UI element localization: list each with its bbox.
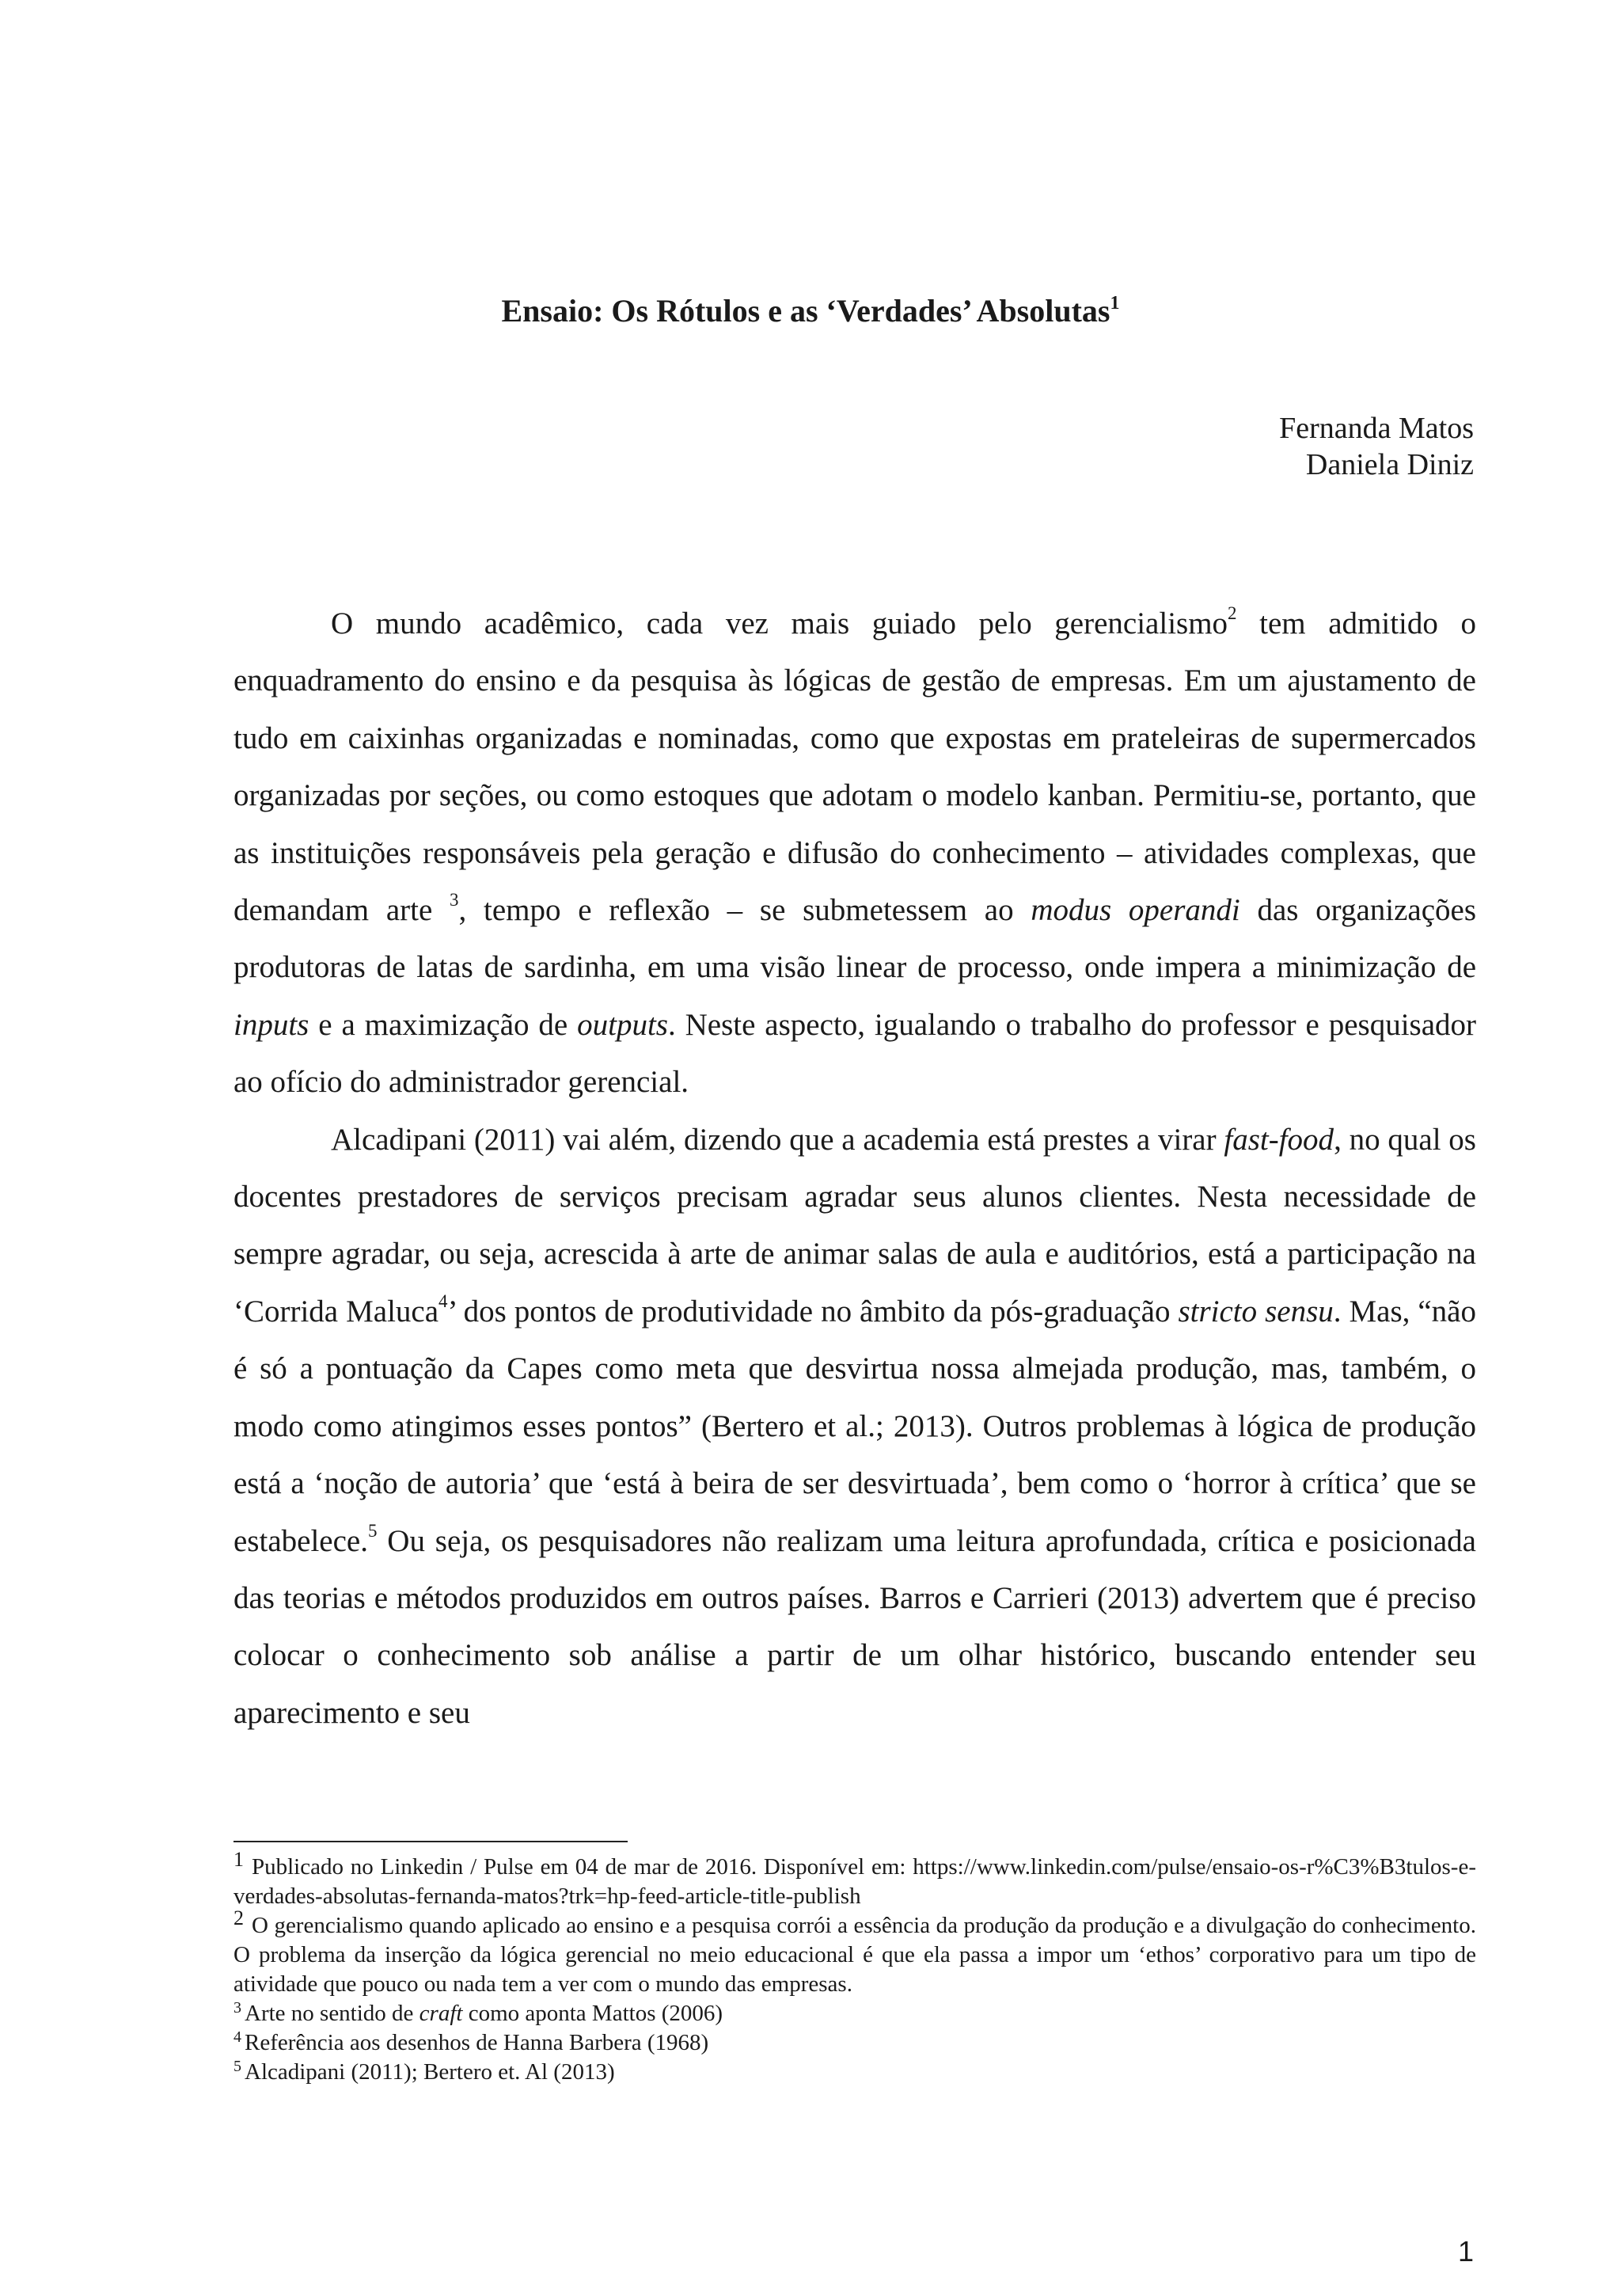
text-run: , tempo e reflexão – se submetessem ao xyxy=(458,893,1031,928)
footnote-text: Alcadipani (2011); Bertero et. Al (2013) xyxy=(245,2059,615,2085)
italic-term: modus operandi xyxy=(1031,893,1240,928)
footnote-ref-3[interactable]: 3 xyxy=(450,890,459,910)
text-run: . Neste aspecto, igualando o trabalho do professor e pesquisador ao ofício do administrador gerencial. xyxy=(233,1007,1477,1100)
italic-term: stricto sensu xyxy=(1178,1294,1334,1329)
text-run: das organizações produtoras de latas de sardinha, em uma visão linear de processo, onde impera a minimização de xyxy=(233,893,1477,985)
text-run: e a maximização de xyxy=(309,1007,578,1042)
paragraph xyxy=(233,595,1476,1112)
text-run: tem admitido o enquadramento do ensino e da pesquisa às lógicas de gestão de empresas. Em um ajustamento de tudo em caixinhas organizadas e nominadas, como que expostas em prateleiras de supermercados organizadas por seções, ou como estoques que adotam o modelo kanban. Permitiu-se, portanto, que as instituições responsáveis pela geração e difusão do conhecimento – atividades complexas, que demandam arte xyxy=(233,606,1476,928)
footnote-2 xyxy=(233,1906,1476,1999)
italic-term: outputs xyxy=(577,1007,668,1042)
text-run: , no qual os docentes prestadores de serviços precisam agradar seus alunos clientes. Nesta necessidade de sempre agradar, ou seja, acrescida à arte de animar salas de aula e auditórios, está a participação na ‘Corrida Maluca xyxy=(233,1122,1476,1329)
text-run: ’ dos pontos de produtividade no âmbito da pós-graduação xyxy=(447,1294,1179,1329)
essay-title-text: Ensaio: Os Rótulos e as ‘Verdades’ Absolutas xyxy=(501,293,1110,329)
footnote-number: 4 xyxy=(233,2028,241,2046)
footnote-number: 5 xyxy=(233,2058,241,2075)
text-run: Ou seja, os pesquisadores não realizam uma leitura aprofundada, crítica e posicionada das teorias e métodos produzidos em outros países. Barros e Carrieri (2013) advertem que é preciso colocar o conhecimento sob análise a partir de um olhar histórico, buscando entender seu aparecimento e seu xyxy=(233,1523,1476,1730)
footnote-ref-1[interactable]: 1 xyxy=(1110,293,1120,314)
text-run: Alcadipani (2011) vai além, dizendo que a academia está prestes a virar xyxy=(331,1122,1224,1157)
page-number: 1 xyxy=(1457,2235,1474,2267)
footnote-number: 2 xyxy=(233,1906,244,1929)
italic-term: fast-food xyxy=(1224,1122,1334,1157)
body-text xyxy=(233,595,1476,1742)
footnote-4 xyxy=(233,2028,1476,2058)
text-run: . Mas, “não é só a pontuação da Capes como meta que desvirtua nossa almejada produção, mas, também, o modo como atingimos esses pontos” (Bertero et al.; 2013). Outros problemas à lógica de produção está a ‘noção de autoria’ que ‘está à beira de ser desvirtuada’, bem como o ‘horror à crítica’ que se estabelece. xyxy=(233,1294,1476,1558)
footnote-number: 1 xyxy=(233,1848,244,1871)
footnote-text: Referência aos desenhos de Hanna Barbera (1968) xyxy=(245,2030,709,2055)
footnote-ref-5[interactable]: 5 xyxy=(367,1520,378,1541)
footnote-separator xyxy=(233,1841,628,1842)
footnote-number: 3 xyxy=(233,1999,241,2017)
text-run: O mundo acadêmico, cada vez mais guiado pelo gerencialismo xyxy=(331,606,1228,641)
footnote-text: Publicado no Linkedin / Pulse em 04 de mar de 2016. Disponível em: https://www.linkedin.com/pulse/ensaio-os-r%C3%B3tulos-e-verdades-absolutas-fernanda-matos?trk=hp-feed-article-title-publish xyxy=(233,1854,1476,1909)
paragraph xyxy=(233,1112,1476,1742)
footnotes xyxy=(233,1848,1476,2087)
footnote-ref-4[interactable]: 4 xyxy=(438,1291,448,1311)
author-name: Fernanda Matos xyxy=(1279,412,1474,445)
footnote-ref-2[interactable]: 2 xyxy=(1228,603,1237,623)
footnote-text: como aponta Mattos (2006) xyxy=(462,2001,723,2026)
author-name: Daniela Diniz xyxy=(1305,448,1474,481)
footnote-1 xyxy=(233,1848,1476,1911)
essay-title xyxy=(0,291,1621,331)
footnote-text: Arte no sentido de xyxy=(245,2001,419,2026)
italic-term: inputs xyxy=(233,1007,309,1042)
footnote-text: O gerencialismo quando aplicado ao ensino e a pesquisa corrói a essência da produção da produção e a divulgação do conhecimento. O problema da inserção da lógica gerencial no meio educacional é que ela passa a impor um ‘ethos’ corporativo para um tipo de atividade que pouco ou nada tem a ver com o mundo das empresas. xyxy=(233,1913,1476,1997)
footnote-italic: craft xyxy=(419,2001,463,2026)
footnote-5 xyxy=(233,2058,1476,2087)
footnote-3 xyxy=(233,1999,1476,2028)
author-list xyxy=(1279,410,1474,483)
